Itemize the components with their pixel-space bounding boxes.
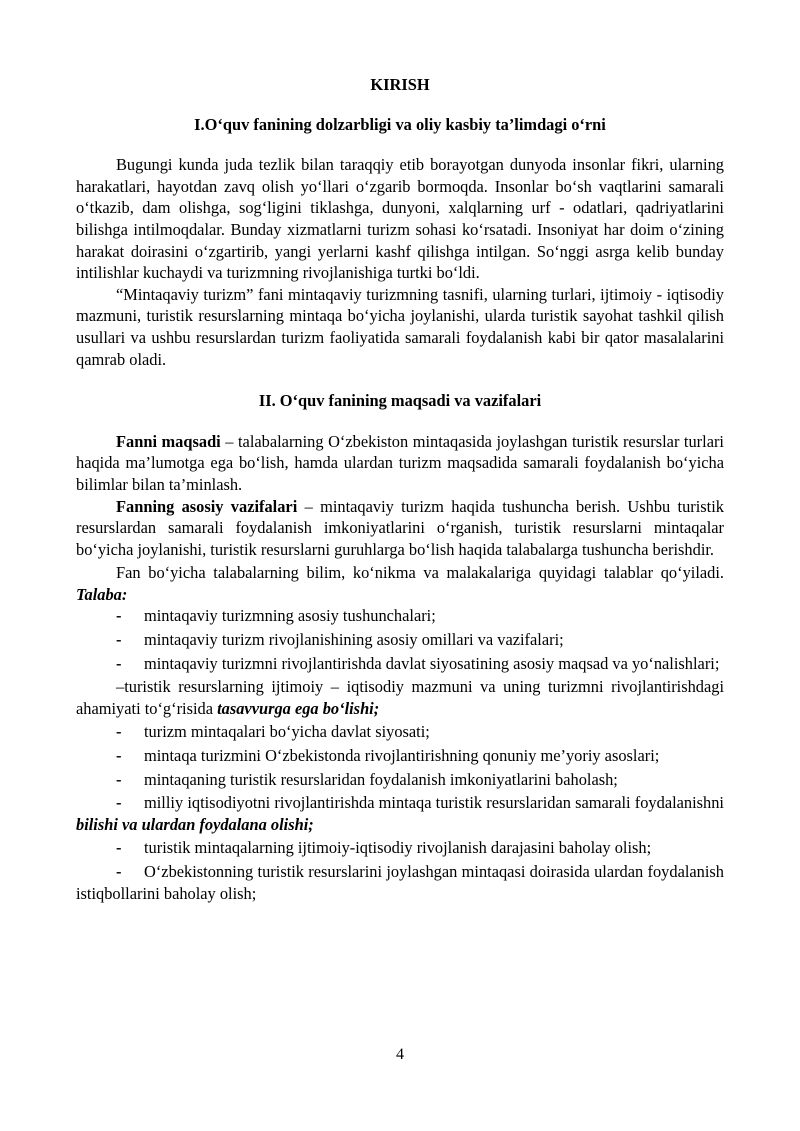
- goal-paragraph: [76, 431, 724, 496]
- dash-bullet: -: [116, 838, 122, 858]
- requirements-list-a: [76, 605, 724, 674]
- requirements-paragraph: [76, 562, 724, 605]
- page-number: 4: [396, 1046, 404, 1063]
- inline-item-text: –turistik resurslarning ijtimoiy – iqtisodiy mazmuni va uning turizmni rivojlantirishdagi ahamiyati to‘g‘risida: [76, 677, 724, 718]
- goal-label: Fanni maqsadi: [116, 431, 221, 451]
- list-item: [76, 792, 724, 835]
- section-1-title: I.O‘quv fanining dolzarbligi va oliy kasbiy ta’limdagi o‘rni: [194, 114, 606, 134]
- dash-bullet: -: [116, 606, 122, 626]
- list-item: [76, 629, 724, 651]
- list-item-text: mintaqa turizmini O‘zbekistonda rivojlantirishning qonuniy me’yoriy asoslari;: [144, 746, 660, 766]
- list-item-text: mintaqaviy turizmni rivojlantirishda davlat siyosatining asosiy maqsad va yo‘nalishlari;: [144, 653, 720, 673]
- student-label: Talaba:: [76, 584, 128, 604]
- tasks-paragraph: [76, 496, 724, 561]
- list-item: [76, 605, 724, 627]
- dash-bullet: -: [116, 630, 122, 650]
- requirements-list-b: [76, 721, 724, 904]
- list-item-emphasis: bilishi va ulardan foydalana olishi;: [76, 814, 314, 834]
- list-item: [76, 861, 724, 904]
- goal-text: – talabalarning O‘zbekiston mintaqasida joylashgan turistik resurslar turlari haqida ma’lumotga ega bo‘lish, hamda ulardan turizm maqsadida samarali foydalanish bo‘yicha bilimlar bilan ta’minlash.: [76, 431, 724, 494]
- section-2-title: II. O‘quv fanining maqsadi va vazifalari: [258, 391, 542, 411]
- list-item-text: turizm mintaqalari bo‘yicha davlat siyosati;: [144, 722, 430, 742]
- page-heading: KIRISH: [370, 75, 430, 94]
- list-item: [76, 769, 724, 791]
- list-item-text: milliy iqtisodiyotni rivojlantirishda mintaqa turistik resurslaridan samarali foydalanishni: [144, 793, 724, 813]
- tasks-label: Fanning asosiy vazifalari: [116, 496, 298, 516]
- list-item: [76, 653, 724, 675]
- list-item-text: turistik mintaqalarning ijtimoiy-iqtisodiy rivojlanish darajasini baholay olish;: [144, 838, 652, 858]
- inline-dash-item: [76, 676, 724, 719]
- section-1-paragraph-2: “Mintaqaviy turizm” fani mintaqaviy turizmning tasnifi, ularning turlari, ijtimoiy - iqtisodiy mazmuni, turistik resurslarning mintaqa bo‘yicha joylanishi, ularda turistik sayohat tashkil qilish usullari va ushbu resurslardan turizm faoliyatida samarali foydalanish kabi bir qator masalalarini qamrab oladi.: [76, 284, 724, 369]
- list-item: [76, 745, 724, 767]
- inline-item-emphasis: tasavvurga ega bo‘lishi;: [217, 698, 380, 718]
- dash-bullet: -: [116, 862, 122, 881]
- dash-bullet: -: [116, 722, 122, 742]
- list-item-text: mintaqaning turistik resurslaridan foydalanish imkoniyatlarini baholash;: [144, 769, 618, 789]
- dash-bullet: -: [116, 746, 122, 766]
- list-item-text: O‘zbekistonning turistik resurslarini joylashgan mintaqasi doirasida ulardan foydalanish istiqbollarini baholay olish;: [76, 862, 724, 903]
- section-1-paragraph-1: Bugungi kunda juda tezlik bilan taraqqiy etib borayotgan dunyoda insonlar fikri, ularning harakatlari, hayotdan zavq olish yo‘llari o‘zgarib bormoqda. Insonlar bo‘sh vaqtlarini samarali o‘tkazib, dam olishga, sog‘ligini tiklashga, dunyoni, xalqlarning urf - odatlari, qadriyatlarini bilishga intilmoqdalar. Bunday xizmatlarni turizm sohasi ko‘rsatadi. Insoniyat har doim o‘zining harakat doirasini o‘zgartirib, yangi yerlarni kashf qilishga intilgan. So‘nggi asrga kelib bunday intilishlar kuchaydi va turizmning rivojlanishiga turtki bo‘ldi.: [76, 155, 724, 283]
- list-item: [76, 837, 724, 859]
- dash-bullet: -: [116, 769, 122, 789]
- list-item-text: mintaqaviy turizm rivojlanishining asosiy omillari va vazifalari;: [144, 630, 564, 650]
- dash-bullet: -: [116, 793, 122, 813]
- page-content: [76, 74, 724, 904]
- list-item: [76, 721, 724, 743]
- list-item-text: mintaqaviy turizmning asosiy tushunchalari;: [144, 606, 436, 626]
- tasks-text: – mintaqaviy turizm haqida tushuncha berish. Ushbu turistik resurslardan samarali foydalanish imkoniyatlarini o‘rganish, turistik resurslarni mintaqalar bo‘yicha joylanishi, turistik resurslarni guruhlarga bo‘lish haqida talabalarga tushuncha berishdir.: [76, 496, 724, 559]
- requirements-text: Fan bo‘yicha talabalarning bilim, ko‘nikma va malakalariga quyidagi talablar qo‘yiladi.: [116, 563, 724, 583]
- dash-bullet: -: [116, 653, 122, 673]
